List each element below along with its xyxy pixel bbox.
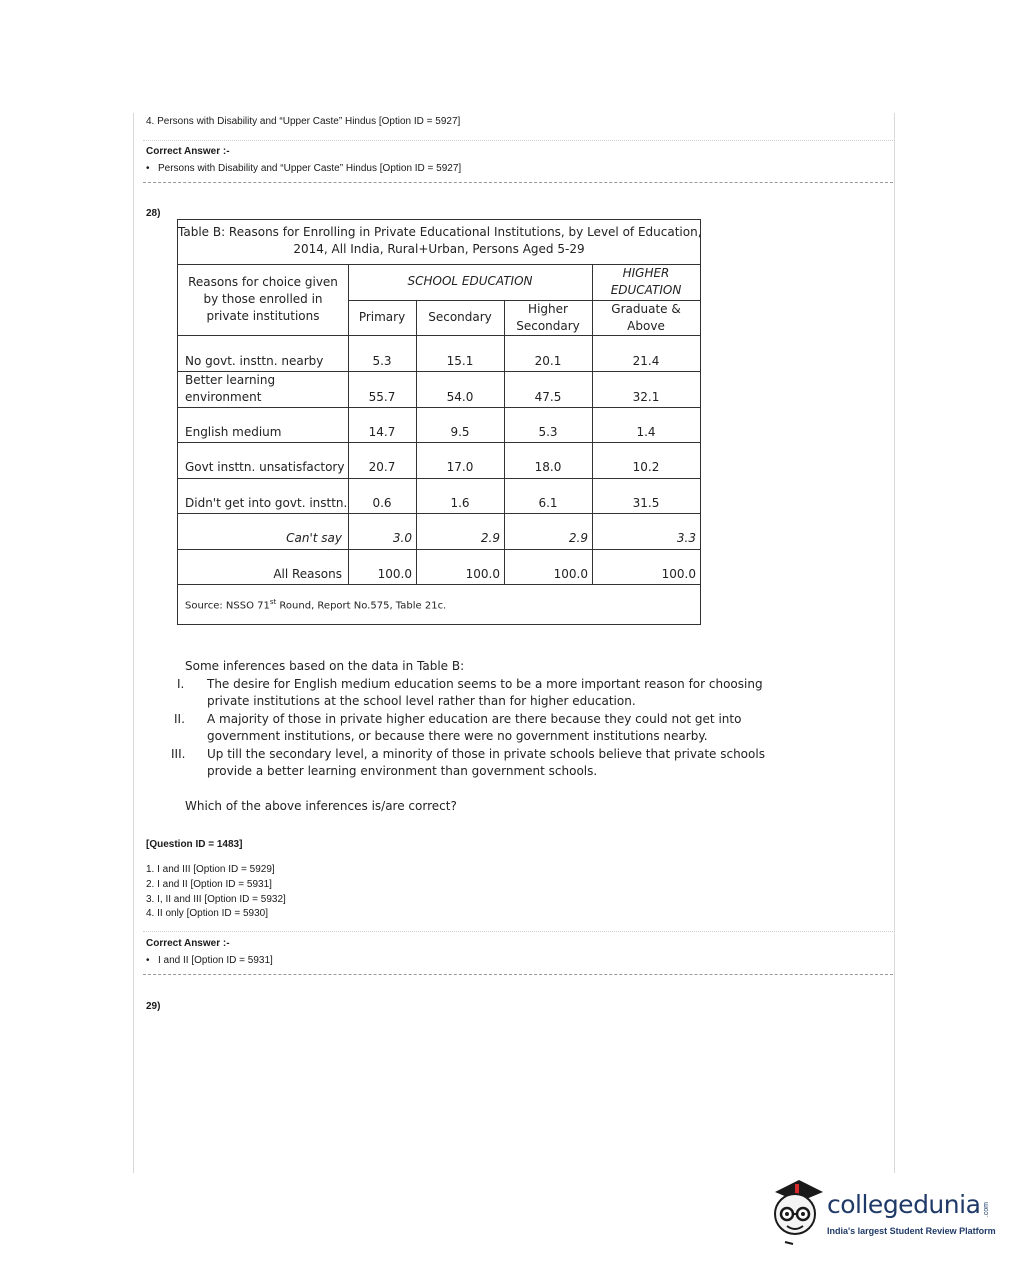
logo-tagline: India's largest Student Review Platform <box>827 1226 996 1236</box>
cell: 18.0 <box>534 460 562 474</box>
table-rule <box>178 549 700 550</box>
table-title-line2: 2014, All India, Rural+Urban, Persons Aged 5-29 <box>293 242 585 256</box>
table-rule <box>178 335 700 336</box>
cell: 100.0 <box>661 567 696 581</box>
mascot-icon <box>765 1178 827 1248</box>
cell: 1.4 <box>636 425 656 439</box>
divider <box>143 974 893 975</box>
cell: 54.0 <box>446 390 474 404</box>
table-rule <box>178 584 700 585</box>
cell: 0.6 <box>372 496 392 510</box>
inference-line: private institutions at the school level rather than for higher education. <box>207 694 636 708</box>
question-id: [Question ID = 1483] <box>146 839 243 850</box>
row-label: All Reasons <box>273 567 342 581</box>
option-2[interactable]: 2. I and II [Option ID = 5931] <box>146 879 272 890</box>
row-header-line: Reasons for choice given <box>188 275 338 289</box>
option-3[interactable]: 3. I, II and III [Option ID = 5932] <box>146 894 286 905</box>
option-4[interactable]: 4. II only [Option ID = 5930] <box>146 908 269 919</box>
cell: 15.1 <box>446 354 474 368</box>
table-rule <box>178 513 700 514</box>
cell: 3.3 <box>676 531 696 545</box>
cell: 47.5 <box>534 390 562 404</box>
inference-line: The desire for English medium education seems to be a more important reason for choosing <box>207 677 763 691</box>
correct-answer-text: Persons with Disability and “Upper Caste” Hindus [Option ID = 5927] <box>158 163 462 174</box>
col-higher-secondary: Secondary <box>516 319 580 333</box>
higher-education-header: EDUCATION <box>610 283 682 297</box>
table-rule <box>178 407 700 408</box>
cell: 5.3 <box>372 354 392 368</box>
cell: 100.0 <box>465 567 500 581</box>
cell: 3.0 <box>392 531 412 545</box>
row-label: No govt. insttn. nearby <box>185 354 324 368</box>
source-prefix: Source: NSSO 71 <box>185 600 270 612</box>
correct-answer-label: Correct Answer :- <box>146 938 230 949</box>
logo-wordmark: collegedunia <box>827 1190 981 1219</box>
inference-number: I. <box>177 677 185 691</box>
correct-answer-label: Correct Answer :- <box>146 146 230 157</box>
table-rule <box>178 371 700 372</box>
cell: 31.5 <box>632 496 660 510</box>
collegedunia-logo[interactable] <box>765 1178 995 1248</box>
row-label: Can't say <box>286 531 342 545</box>
question-number: 28) <box>146 208 161 219</box>
correct-answer-value <box>146 163 461 174</box>
divider <box>143 931 893 932</box>
cell: 32.1 <box>632 390 660 404</box>
row-header-line: by those enrolled in <box>203 292 323 306</box>
inference-line: Up till the secondary level, a minority of those in private schools believe that private schools <box>207 747 765 761</box>
cell: 20.7 <box>368 460 396 474</box>
cell: 6.1 <box>538 496 558 510</box>
inference-line: government institutions, or because there were no government institutions nearby. <box>207 729 708 743</box>
cell: 21.4 <box>632 354 660 368</box>
inference-number: II. <box>174 712 185 726</box>
option-1[interactable]: 1. I and III [Option ID = 5929] <box>146 864 275 875</box>
cell: 17.0 <box>446 460 474 474</box>
table-rule <box>348 300 700 301</box>
col-secondary: Secondary <box>428 310 492 324</box>
cell: 14.7 <box>368 425 396 439</box>
divider <box>143 182 893 183</box>
col-graduate: Graduate & <box>611 302 681 316</box>
cell: 100.0 <box>553 567 588 581</box>
row-label: Didn't get into govt. insttn. <box>185 496 348 510</box>
cell: 55.7 <box>368 390 396 404</box>
higher-education-header: HIGHER <box>622 266 670 280</box>
prev-option-4: 4. Persons with Disability and “Upper Caste” Hindus [Option ID = 5927] <box>146 116 461 127</box>
correct-answer-text: I and II [Option ID = 5931] <box>158 955 273 966</box>
cell: 100.0 <box>377 567 412 581</box>
table-rule <box>178 442 700 443</box>
cell: 5.3 <box>538 425 558 439</box>
cell: 2.9 <box>480 531 500 545</box>
cell: 2.9 <box>568 531 588 545</box>
inference-number: III. <box>171 747 186 761</box>
row-label: environment <box>185 390 262 404</box>
source-suffix: Round, Report No.575, Table 21c. <box>276 600 447 612</box>
logo-suffix: .com <box>983 1202 990 1218</box>
row-header-line: private institutions <box>206 309 320 323</box>
correct-answer-value <box>146 955 273 966</box>
col-primary: Primary <box>358 310 406 324</box>
col-graduate: Above <box>627 319 665 333</box>
inference-line: A majority of those in private higher education are there because they could not get into <box>207 712 742 726</box>
cell: 9.5 <box>450 425 470 439</box>
next-question-number: 29) <box>146 1001 161 1012</box>
data-table <box>177 219 701 625</box>
cell: 1.6 <box>450 496 470 510</box>
cell: 20.1 <box>534 354 562 368</box>
table-rule <box>178 478 700 479</box>
source-sup: st <box>269 598 277 606</box>
divider <box>143 140 893 141</box>
row-label: Govt insttn. unsatisfactory <box>185 460 345 474</box>
row-label: Better learning <box>185 373 276 387</box>
inferences-intro: Some inferences based on the data in Table B: <box>185 659 465 673</box>
school-education-header: SCHOOL EDUCATION <box>407 274 533 288</box>
col-higher-secondary: Higher <box>528 302 568 316</box>
question-prompt: Which of the above inferences is/are correct? <box>185 799 457 813</box>
cell: 10.2 <box>632 460 660 474</box>
table-rule <box>178 264 700 265</box>
table-title-line1: Table B: Reasons for Enrolling in Private Educational Institutions, by Level of Education, <box>178 225 702 239</box>
table-source <box>185 598 446 611</box>
inference-line: provide a better learning environment than government schools. <box>207 764 598 778</box>
row-label: English medium <box>185 425 282 439</box>
